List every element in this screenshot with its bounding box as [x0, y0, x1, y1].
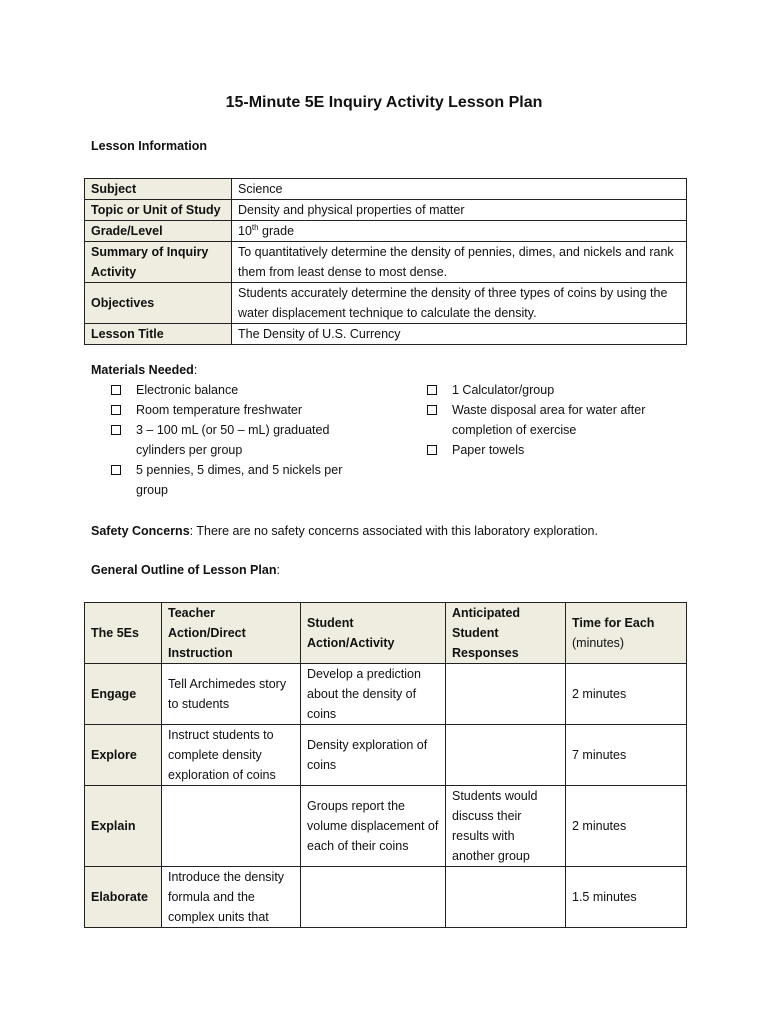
info-value: The Density of U.S. Currency	[232, 324, 687, 345]
student-cell: Groups report the volume displacement of each of their coins	[301, 786, 446, 867]
safety-concerns	[91, 524, 598, 538]
materials-heading-colon: :	[193, 363, 198, 377]
phase-cell: Engage	[85, 664, 162, 725]
info-key: Lesson Title	[85, 324, 232, 345]
grade-word: grade	[258, 224, 295, 238]
student-cell: Develop a prediction about the density of coins	[301, 664, 446, 725]
info-value-grade	[232, 221, 687, 242]
table-row	[85, 179, 687, 200]
teacher-cell: Introduce the density formula and the complex units that	[162, 867, 301, 928]
lesson-info-table	[84, 178, 687, 345]
column-header: Anticipated Student Responses	[446, 603, 566, 664]
checkbox-icon	[427, 405, 437, 415]
info-key: Summary of Inquiry Activity	[85, 242, 232, 283]
outline-heading	[91, 563, 280, 577]
info-value: To quantitatively determine the density of pennies, dimes, and nickels and rank them from least dense to most dense.	[232, 242, 687, 283]
responses-cell	[446, 867, 566, 928]
time-cell: 7 minutes	[566, 725, 687, 786]
table-row	[85, 324, 687, 345]
table-row	[85, 200, 687, 221]
info-key: Topic or Unit of Study	[85, 200, 232, 221]
outline-heading-text: General Outline of Lesson Plan	[91, 563, 277, 577]
checkbox-icon	[111, 405, 121, 415]
safety-label: Safety Concerns	[91, 524, 190, 538]
list-item	[427, 380, 667, 400]
table-row	[85, 867, 687, 928]
time-cell: 2 minutes	[566, 664, 687, 725]
phase-cell: Explore	[85, 725, 162, 786]
grade-suffix: th	[251, 222, 259, 232]
table-row	[85, 786, 687, 867]
responses-cell	[446, 664, 566, 725]
materials-list-right	[427, 380, 667, 460]
material-label: Paper towels	[452, 443, 525, 457]
list-item	[111, 460, 351, 500]
teacher-cell	[162, 786, 301, 867]
column-header: The 5Es	[85, 603, 162, 664]
grade-number: 10	[238, 224, 252, 238]
page-title: 15-Minute 5E Inquiry Activity Lesson Plan	[225, 94, 543, 111]
materials-heading-text: Materials Needed	[91, 363, 194, 377]
phase-cell: Explain	[85, 786, 162, 867]
materials-list-left	[111, 380, 351, 500]
checkbox-icon	[111, 465, 121, 475]
table-row	[85, 664, 687, 725]
student-cell	[301, 867, 446, 928]
column-header	[566, 603, 687, 664]
time-cell: 2 minutes	[566, 786, 687, 867]
info-key: Grade/Level	[85, 221, 232, 242]
table-row	[85, 221, 687, 242]
column-header-line: Time for Each	[572, 616, 655, 630]
outline-heading-colon: :	[276, 563, 280, 577]
table-header-row	[85, 603, 687, 664]
material-label: 1 Calculator/group	[452, 383, 555, 397]
column-header-unit: (minutes)	[572, 636, 625, 650]
material-label: Room temperature freshwater	[136, 403, 303, 417]
material-label: 5 pennies, 5 dimes, and 5 nickels per group	[136, 463, 343, 497]
column-header: Student Action/Activity	[301, 603, 446, 664]
responses-cell: Students would discuss their results with another group	[446, 786, 566, 867]
material-label: 3 – 100 mL (or 50 – mL) graduated cylinders per group	[136, 423, 330, 457]
phase-cell: Elaborate	[85, 867, 162, 928]
list-item	[427, 400, 667, 440]
list-item	[111, 420, 351, 460]
teacher-cell: Tell Archimedes story to students	[162, 664, 301, 725]
list-item	[111, 400, 351, 420]
materials-heading	[91, 363, 197, 377]
lesson-outline-table	[84, 602, 687, 928]
student-cell: Density exploration of coins	[301, 725, 446, 786]
info-key: Subject	[85, 179, 232, 200]
info-key: Objectives	[85, 283, 232, 324]
time-cell: 1.5 minutes	[566, 867, 687, 928]
table-row	[85, 283, 687, 324]
column-header: Teacher Action/Direct Instruction	[162, 603, 301, 664]
teacher-cell: Instruct students to complete density exploration of coins	[162, 725, 301, 786]
checkbox-icon	[111, 385, 121, 395]
info-value: Density and physical properties of matter	[232, 200, 687, 221]
checkbox-icon	[427, 445, 437, 455]
info-value: Students accurately determine the density of three types of coins by using the water displacement technique to calculate the density.	[232, 283, 687, 324]
list-item	[111, 380, 351, 400]
safety-text: : There are no safety concerns associated with this laboratory exploration.	[189, 524, 598, 538]
checkbox-icon	[111, 425, 121, 435]
table-row	[85, 242, 687, 283]
responses-cell	[446, 725, 566, 786]
material-label: Waste disposal area for water after completion of exercise	[452, 403, 646, 437]
checkbox-icon	[427, 385, 437, 395]
list-item	[427, 440, 667, 460]
table-row	[85, 725, 687, 786]
material-label: Electronic balance	[136, 383, 239, 397]
info-value: Science	[232, 179, 687, 200]
lesson-info-heading: Lesson Information	[91, 139, 207, 153]
